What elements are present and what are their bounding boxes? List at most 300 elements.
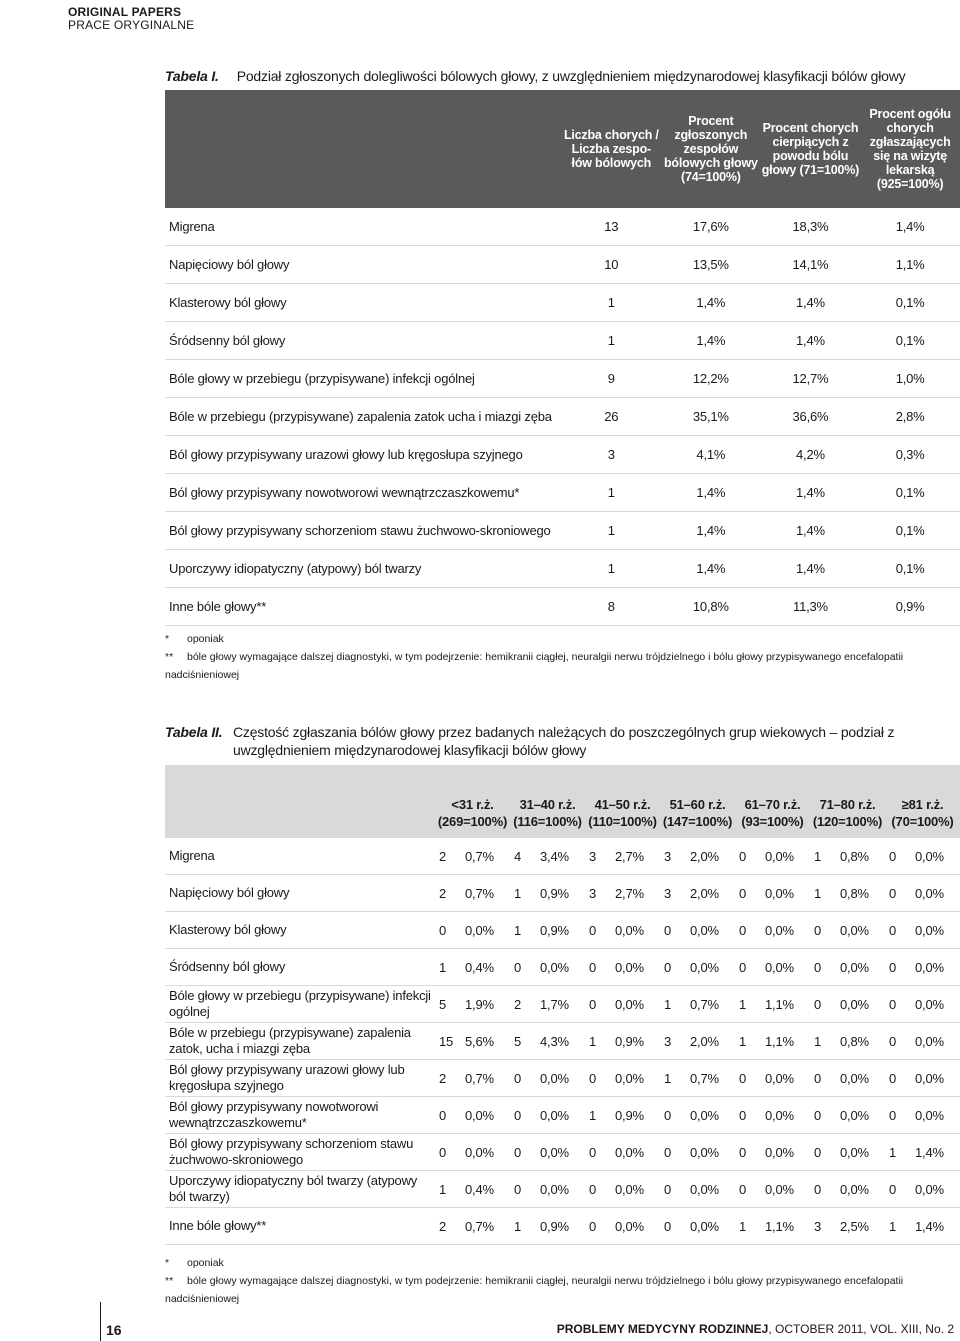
table-cell <box>510 1023 585 1060</box>
table2-header-age: 61–70 r.ż. (93=100%) <box>735 765 810 838</box>
table-cell <box>585 1208 660 1245</box>
footnote: ** bóle głowy wymagające dalszej diagnostyki, w tym podejrzenie: hemikranii ciągłej, neuralgii nerwu trójdzielnego i bólu głowy przypisywanego encefalopatii nadciśnieniowej <box>165 651 904 681</box>
table-cell: 8 <box>562 588 661 626</box>
section-header-polish: PRACE ORYGINALNE <box>68 18 195 32</box>
table-cell <box>660 1134 735 1171</box>
table-cell <box>810 875 885 912</box>
count-value: 0 <box>589 1144 597 1160</box>
row-label: Klasterowy ból głowy <box>165 912 435 949</box>
table2-footnotes <box>165 1254 960 1308</box>
count-value: 0 <box>589 1070 597 1086</box>
row-label: Ból głowy przypisywany urazowi głowy lub kręgosłupa szyjnego <box>165 436 562 474</box>
journal-title: PROBLEMY MEDYCYNY RODZINNEJ <box>556 1322 769 1336</box>
count-value: 0 <box>814 1107 822 1123</box>
table-cell: 1,4% <box>661 512 761 550</box>
table2-header-blank <box>165 765 435 838</box>
table-row <box>165 436 960 474</box>
table-cell: 18,3% <box>761 208 861 246</box>
percent-value: 0,7% <box>465 1218 494 1234</box>
count-value: 0 <box>889 922 897 938</box>
count-value: 1 <box>439 1181 447 1197</box>
row-label: Ból głowy przypisywany urazowi głowy lub kręgosłupa szyjnego <box>165 1060 435 1097</box>
table1 <box>165 90 960 626</box>
count-value: 3 <box>589 848 597 864</box>
table2-header-age: 31–40 r.ż. (116=100%) <box>510 765 585 838</box>
table-cell <box>510 912 585 949</box>
count-value: 0 <box>664 1107 672 1123</box>
count-value: 2 <box>439 1218 447 1234</box>
table-row <box>165 986 960 1023</box>
table-cell <box>735 1171 810 1208</box>
count-value: 1 <box>514 885 522 901</box>
count-value: 0 <box>514 1107 522 1123</box>
table-row <box>165 912 960 949</box>
table-cell <box>660 1060 735 1097</box>
count-value: 0 <box>889 1107 897 1123</box>
section-header-english: ORIGINAL PAPERS <box>68 5 182 19</box>
table-cell <box>735 1134 810 1171</box>
percent-value: 0,0% <box>915 996 944 1012</box>
count-value: 0 <box>514 959 522 975</box>
row-label: Migrena <box>165 838 435 875</box>
count-value: 0 <box>739 885 747 901</box>
percent-value: 0,7% <box>465 1070 494 1086</box>
table-row <box>165 1060 960 1097</box>
table2-label: Tabela II. <box>165 724 223 740</box>
table-cell: 10,8% <box>661 588 761 626</box>
table-cell <box>585 1023 660 1060</box>
row-label: Ból głowy przypisywany nowotworowi wewnątrzczaszkowemu* <box>165 1097 435 1134</box>
percent-value: 0,0% <box>765 848 794 864</box>
table-cell <box>435 1060 510 1097</box>
table-cell <box>510 1097 585 1134</box>
table1-header-count: Liczba chorych / Liczba zespo-łów bólowych <box>562 90 661 208</box>
count-value: 3 <box>814 1218 822 1234</box>
table-cell: 0,1% <box>860 512 960 550</box>
row-label: Ból głowy przypisywany schorzeniom stawu żuchwowo-skroniowego <box>165 512 562 550</box>
row-label: Inne bóle głowy** <box>165 1208 435 1245</box>
percent-value: 5,6% <box>465 1033 494 1049</box>
journal-issue: , OCTOBER 2011, VOL. XIII, No. 2 <box>768 1322 954 1336</box>
table-row <box>165 398 960 436</box>
count-value: 0 <box>889 848 897 864</box>
percent-value: 2,5% <box>840 1218 869 1234</box>
count-value: 0 <box>739 1107 747 1123</box>
percent-value: 0,7% <box>465 885 494 901</box>
table-cell <box>585 986 660 1023</box>
table-cell <box>735 1023 810 1060</box>
table2-header-age: 51–60 r.ż. (147=100%) <box>660 765 735 838</box>
percent-value: 0,0% <box>465 922 494 938</box>
table-cell: 36,6% <box>761 398 861 436</box>
table-row <box>165 1134 960 1171</box>
count-value: 1 <box>589 1107 597 1123</box>
count-value: 0 <box>514 1181 522 1197</box>
count-value: 1 <box>439 959 447 975</box>
table-cell <box>660 1171 735 1208</box>
percent-value: 0,0% <box>765 1107 794 1123</box>
table-cell: 4,2% <box>761 436 861 474</box>
table-cell <box>810 1060 885 1097</box>
table-cell <box>510 875 585 912</box>
percent-value: 0,9% <box>615 1033 644 1049</box>
percent-value: 0,0% <box>915 1070 944 1086</box>
table-cell <box>585 949 660 986</box>
table-cell <box>660 986 735 1023</box>
percent-value: 1,1% <box>765 1033 794 1049</box>
footnote: * oponiak <box>165 1257 224 1269</box>
count-value: 0 <box>664 1181 672 1197</box>
table-cell <box>885 986 960 1023</box>
count-value: 0 <box>739 959 747 975</box>
table-cell <box>810 1208 885 1245</box>
table-cell: 12,7% <box>761 360 861 398</box>
count-value: 2 <box>514 996 522 1012</box>
footnote: * oponiak <box>165 633 224 645</box>
row-label: Napięciowy ból głowy <box>165 875 435 912</box>
percent-value: 1,9% <box>465 996 494 1012</box>
percent-value: 2,0% <box>690 885 719 901</box>
table-row <box>165 949 960 986</box>
table-cell <box>810 838 885 875</box>
table2-header-age: 41–50 r.ż. (110=100%) <box>585 765 660 838</box>
count-value: 1 <box>739 996 747 1012</box>
percent-value: 2,7% <box>615 885 644 901</box>
table1-header-pct-patients: Procent chorych cierpiących z powodu bólu głowy (71=100%) <box>761 90 861 208</box>
table-cell <box>885 949 960 986</box>
percent-value: 0,0% <box>690 1181 719 1197</box>
table-cell: 1 <box>562 284 661 322</box>
table-cell: 10 <box>562 246 661 284</box>
percent-value: 0,9% <box>540 885 569 901</box>
table-cell <box>435 1171 510 1208</box>
count-value: 0 <box>589 996 597 1012</box>
count-value: 0 <box>514 1144 522 1160</box>
count-value: 1 <box>889 1144 897 1160</box>
table-cell: 1,4% <box>761 512 861 550</box>
page-number: 16 <box>100 1302 130 1341</box>
percent-value: 0,0% <box>765 885 794 901</box>
table-cell <box>810 1171 885 1208</box>
table-row <box>165 1171 960 1208</box>
count-value: 0 <box>439 1107 447 1123</box>
row-label: Inne bóle głowy** <box>165 588 562 626</box>
percent-value: 0,0% <box>615 1144 644 1160</box>
table-cell: 11,3% <box>761 588 861 626</box>
percent-value: 0,0% <box>690 959 719 975</box>
count-value: 0 <box>739 1070 747 1086</box>
count-value: 0 <box>664 959 672 975</box>
section-header <box>68 6 194 32</box>
percent-value: 0,4% <box>465 959 494 975</box>
table-cell: 1,4% <box>661 284 761 322</box>
table-cell <box>660 1208 735 1245</box>
percent-value: 0,0% <box>465 1144 494 1160</box>
count-value: 3 <box>589 885 597 901</box>
percent-value: 0,0% <box>615 1070 644 1086</box>
table-cell: 13 <box>562 208 661 246</box>
table-cell: 1,1% <box>860 246 960 284</box>
count-value: 0 <box>589 922 597 938</box>
table-row <box>165 360 960 398</box>
count-value: 1 <box>889 1218 897 1234</box>
count-value: 2 <box>439 1070 447 1086</box>
count-value: 0 <box>814 996 822 1012</box>
percent-value: 0,0% <box>840 922 869 938</box>
page-number-rule <box>100 1302 101 1341</box>
table1-header-row <box>165 90 960 208</box>
table-cell <box>435 986 510 1023</box>
table-cell <box>510 838 585 875</box>
table-cell: 13,5% <box>661 246 761 284</box>
table-row <box>165 550 960 588</box>
percent-value: 0,8% <box>840 885 869 901</box>
percent-value: 0,0% <box>765 1144 794 1160</box>
percent-value: 0,0% <box>915 959 944 975</box>
percent-value: 0,0% <box>765 1181 794 1197</box>
table-row <box>165 1097 960 1134</box>
percent-value: 1,1% <box>765 996 794 1012</box>
table2-header-age: <31 r.ż. (269=100%) <box>435 765 510 838</box>
table1-footnotes <box>165 630 960 684</box>
table-cell: 0,1% <box>860 474 960 512</box>
count-value: 0 <box>889 959 897 975</box>
table-cell: 1 <box>562 550 661 588</box>
count-value: 15 <box>439 1033 454 1049</box>
footnote: ** bóle głowy wymagające dalszej diagnostyki, w tym podejrzenie: hemikranii ciągłej, neuralgii nerwu trójdzielnego i bólu głowy przypisywanego encefalopatii nadciśnieniowej <box>165 1275 904 1305</box>
count-value: 0 <box>814 959 822 975</box>
table-cell: 0,3% <box>860 436 960 474</box>
table-row <box>165 512 960 550</box>
table-cell <box>885 1097 960 1134</box>
count-value: 0 <box>739 848 747 864</box>
row-label: Bóle w przebiegu (przypisywane) zapalenia zatok, ucha i miazgi zęba <box>165 1023 435 1060</box>
percent-value: 0,0% <box>840 1070 869 1086</box>
table1-caption <box>165 67 905 85</box>
table-cell <box>885 1134 960 1171</box>
count-value: 0 <box>889 996 897 1012</box>
table-cell: 17,6% <box>661 208 761 246</box>
count-value: 0 <box>589 959 597 975</box>
count-value: 1 <box>739 1033 747 1049</box>
percent-value: 0,7% <box>465 848 494 864</box>
percent-value: 1,7% <box>540 996 569 1012</box>
percent-value: 0,0% <box>915 848 944 864</box>
count-value: 1 <box>814 885 822 901</box>
table-cell: 1,4% <box>661 550 761 588</box>
table-cell: 9 <box>562 360 661 398</box>
count-value: 1 <box>814 1033 822 1049</box>
percent-value: 0,0% <box>540 959 569 975</box>
table-cell: 2,8% <box>860 398 960 436</box>
percent-value: 2,0% <box>690 1033 719 1049</box>
table-cell <box>810 912 885 949</box>
table2-caption <box>165 723 955 759</box>
table-cell <box>585 912 660 949</box>
percent-value: 0,0% <box>915 1181 944 1197</box>
table-cell: 1,4% <box>761 474 861 512</box>
count-value: 0 <box>814 1070 822 1086</box>
table-cell <box>660 949 735 986</box>
table-cell <box>735 949 810 986</box>
row-label: Napięciowy ból głowy <box>165 246 562 284</box>
percent-value: 4,3% <box>540 1033 569 1049</box>
percent-value: 0,8% <box>840 848 869 864</box>
count-value: 1 <box>739 1218 747 1234</box>
percent-value: 0,0% <box>690 922 719 938</box>
count-value: 1 <box>514 922 522 938</box>
table1-label: Tabela I. <box>165 68 219 84</box>
table-cell <box>435 838 510 875</box>
table-cell <box>435 875 510 912</box>
table-cell: 35,1% <box>661 398 761 436</box>
table-cell <box>510 1060 585 1097</box>
table-cell <box>435 1208 510 1245</box>
count-value: 0 <box>814 1181 822 1197</box>
table-cell: 3 <box>562 436 661 474</box>
percent-value: 0,0% <box>915 1033 944 1049</box>
table-cell <box>885 1171 960 1208</box>
table-cell: 1 <box>562 474 661 512</box>
count-value: 2 <box>439 848 447 864</box>
table-cell <box>660 1023 735 1060</box>
percent-value: 0,0% <box>540 1144 569 1160</box>
percent-value: 0,0% <box>840 996 869 1012</box>
count-value: 3 <box>664 848 672 864</box>
table-cell <box>810 986 885 1023</box>
count-value: 1 <box>589 1033 597 1049</box>
count-value: 0 <box>889 1033 897 1049</box>
table-cell <box>435 1134 510 1171</box>
count-value: 1 <box>664 1070 672 1086</box>
table-cell <box>885 838 960 875</box>
table-cell: 1,4% <box>661 322 761 360</box>
journal-footer <box>557 1322 954 1336</box>
table-cell: 1,4% <box>761 322 861 360</box>
table-cell <box>735 986 810 1023</box>
table-row <box>165 1208 960 1245</box>
table-cell <box>735 1060 810 1097</box>
table-cell <box>660 875 735 912</box>
row-label: Ból głowy przypisywany schorzeniom stawu żuchwowo-skroniowego <box>165 1134 435 1171</box>
percent-value: 1,1% <box>765 1218 794 1234</box>
count-value: 0 <box>739 1181 747 1197</box>
table-cell <box>885 912 960 949</box>
table-cell: 14,1% <box>761 246 861 284</box>
table-cell <box>810 1097 885 1134</box>
percent-value: 0,0% <box>540 1107 569 1123</box>
percent-value: 0,0% <box>690 1218 719 1234</box>
percent-value: 0,0% <box>840 959 869 975</box>
count-value: 0 <box>814 1144 822 1160</box>
percent-value: 0,0% <box>690 1107 719 1123</box>
row-label: Bóle głowy w przebiegu (przypisywane) infekcji ogólnej <box>165 986 435 1023</box>
table-row <box>165 875 960 912</box>
count-value: 0 <box>439 922 447 938</box>
table2-header-row <box>165 765 960 838</box>
percent-value: 0,0% <box>615 1218 644 1234</box>
table2-header-age: 71–80 r.ż. (120=100%) <box>810 765 885 838</box>
table2-caption-text: Częstość zgłaszania bólów głowy przez badanych należących do poszczególnych grup wiekowych – podział z uwzględnieniem międzynarodowej klasyfikacji bólów głowy <box>233 724 895 758</box>
table-cell: 1,4% <box>860 208 960 246</box>
table-row <box>165 246 960 284</box>
table-cell: 4,1% <box>661 436 761 474</box>
row-label: Klasterowy ból głowy <box>165 284 562 322</box>
percent-value: 0,0% <box>690 1144 719 1160</box>
table-cell <box>660 912 735 949</box>
table-row <box>165 838 960 875</box>
table-row <box>165 208 960 246</box>
table-cell <box>435 1023 510 1060</box>
table-cell: 1,4% <box>761 550 861 588</box>
count-value: 4 <box>514 848 522 864</box>
table-cell <box>585 838 660 875</box>
table-cell: 0,1% <box>860 322 960 360</box>
table-cell: 1 <box>562 322 661 360</box>
row-label: Śródsenny ból głowy <box>165 949 435 986</box>
table2 <box>165 765 960 1245</box>
percent-value: 0,0% <box>840 1181 869 1197</box>
count-value: 3 <box>664 885 672 901</box>
count-value: 0 <box>664 1144 672 1160</box>
table-cell <box>585 1171 660 1208</box>
table-cell <box>585 875 660 912</box>
table-cell <box>510 986 585 1023</box>
count-value: 0 <box>589 1218 597 1234</box>
table-cell: 1 <box>562 512 661 550</box>
table1-caption-text: Podział zgłoszonych dolegliwości bólowych głowy, z uwzględnieniem międzynarodowej klasyfikacji bólów głowy <box>236 68 906 84</box>
table-cell <box>660 1097 735 1134</box>
table-cell <box>885 1208 960 1245</box>
row-label: Bóle głowy w przebiegu (przypisywane) infekcji ogólnej <box>165 360 562 398</box>
row-label: Ból głowy przypisywany nowotworowi wewnątrzczaszkowemu* <box>165 474 562 512</box>
table-cell <box>735 912 810 949</box>
table-row <box>165 284 960 322</box>
table-cell <box>810 1023 885 1060</box>
percent-value: 0,0% <box>465 1107 494 1123</box>
percent-value: 0,7% <box>690 996 719 1012</box>
percent-value: 2,7% <box>615 848 644 864</box>
count-value: 0 <box>889 1070 897 1086</box>
row-label: Śródsenny ból głowy <box>165 322 562 360</box>
percent-value: 0,0% <box>615 996 644 1012</box>
count-value: 0 <box>739 1144 747 1160</box>
table-cell: 1,4% <box>661 474 761 512</box>
table-cell <box>885 1023 960 1060</box>
table-cell <box>435 1097 510 1134</box>
percent-value: 2,0% <box>690 848 719 864</box>
percent-value: 0,0% <box>540 1181 569 1197</box>
table-cell <box>585 1097 660 1134</box>
table-row <box>165 588 960 626</box>
table1-header-blank <box>165 90 562 208</box>
percent-value: 0,0% <box>765 922 794 938</box>
table-cell <box>885 875 960 912</box>
table-cell <box>735 1097 810 1134</box>
percent-value: 0,9% <box>615 1107 644 1123</box>
table2-header-age: ≥81 r.ż. (70=100%) <box>885 765 960 838</box>
table-cell: 26 <box>562 398 661 436</box>
count-value: 0 <box>739 922 747 938</box>
table-cell <box>660 838 735 875</box>
row-label: Uporczywy idiopatyczny ból twarzy (atypowy ból twarzy) <box>165 1171 435 1208</box>
table-cell: 0,1% <box>860 550 960 588</box>
percent-value: 0,7% <box>690 1070 719 1086</box>
percent-value: 0,0% <box>615 959 644 975</box>
count-value: 5 <box>439 996 447 1012</box>
percent-value: 0,0% <box>915 922 944 938</box>
percent-value: 3,4% <box>540 848 569 864</box>
